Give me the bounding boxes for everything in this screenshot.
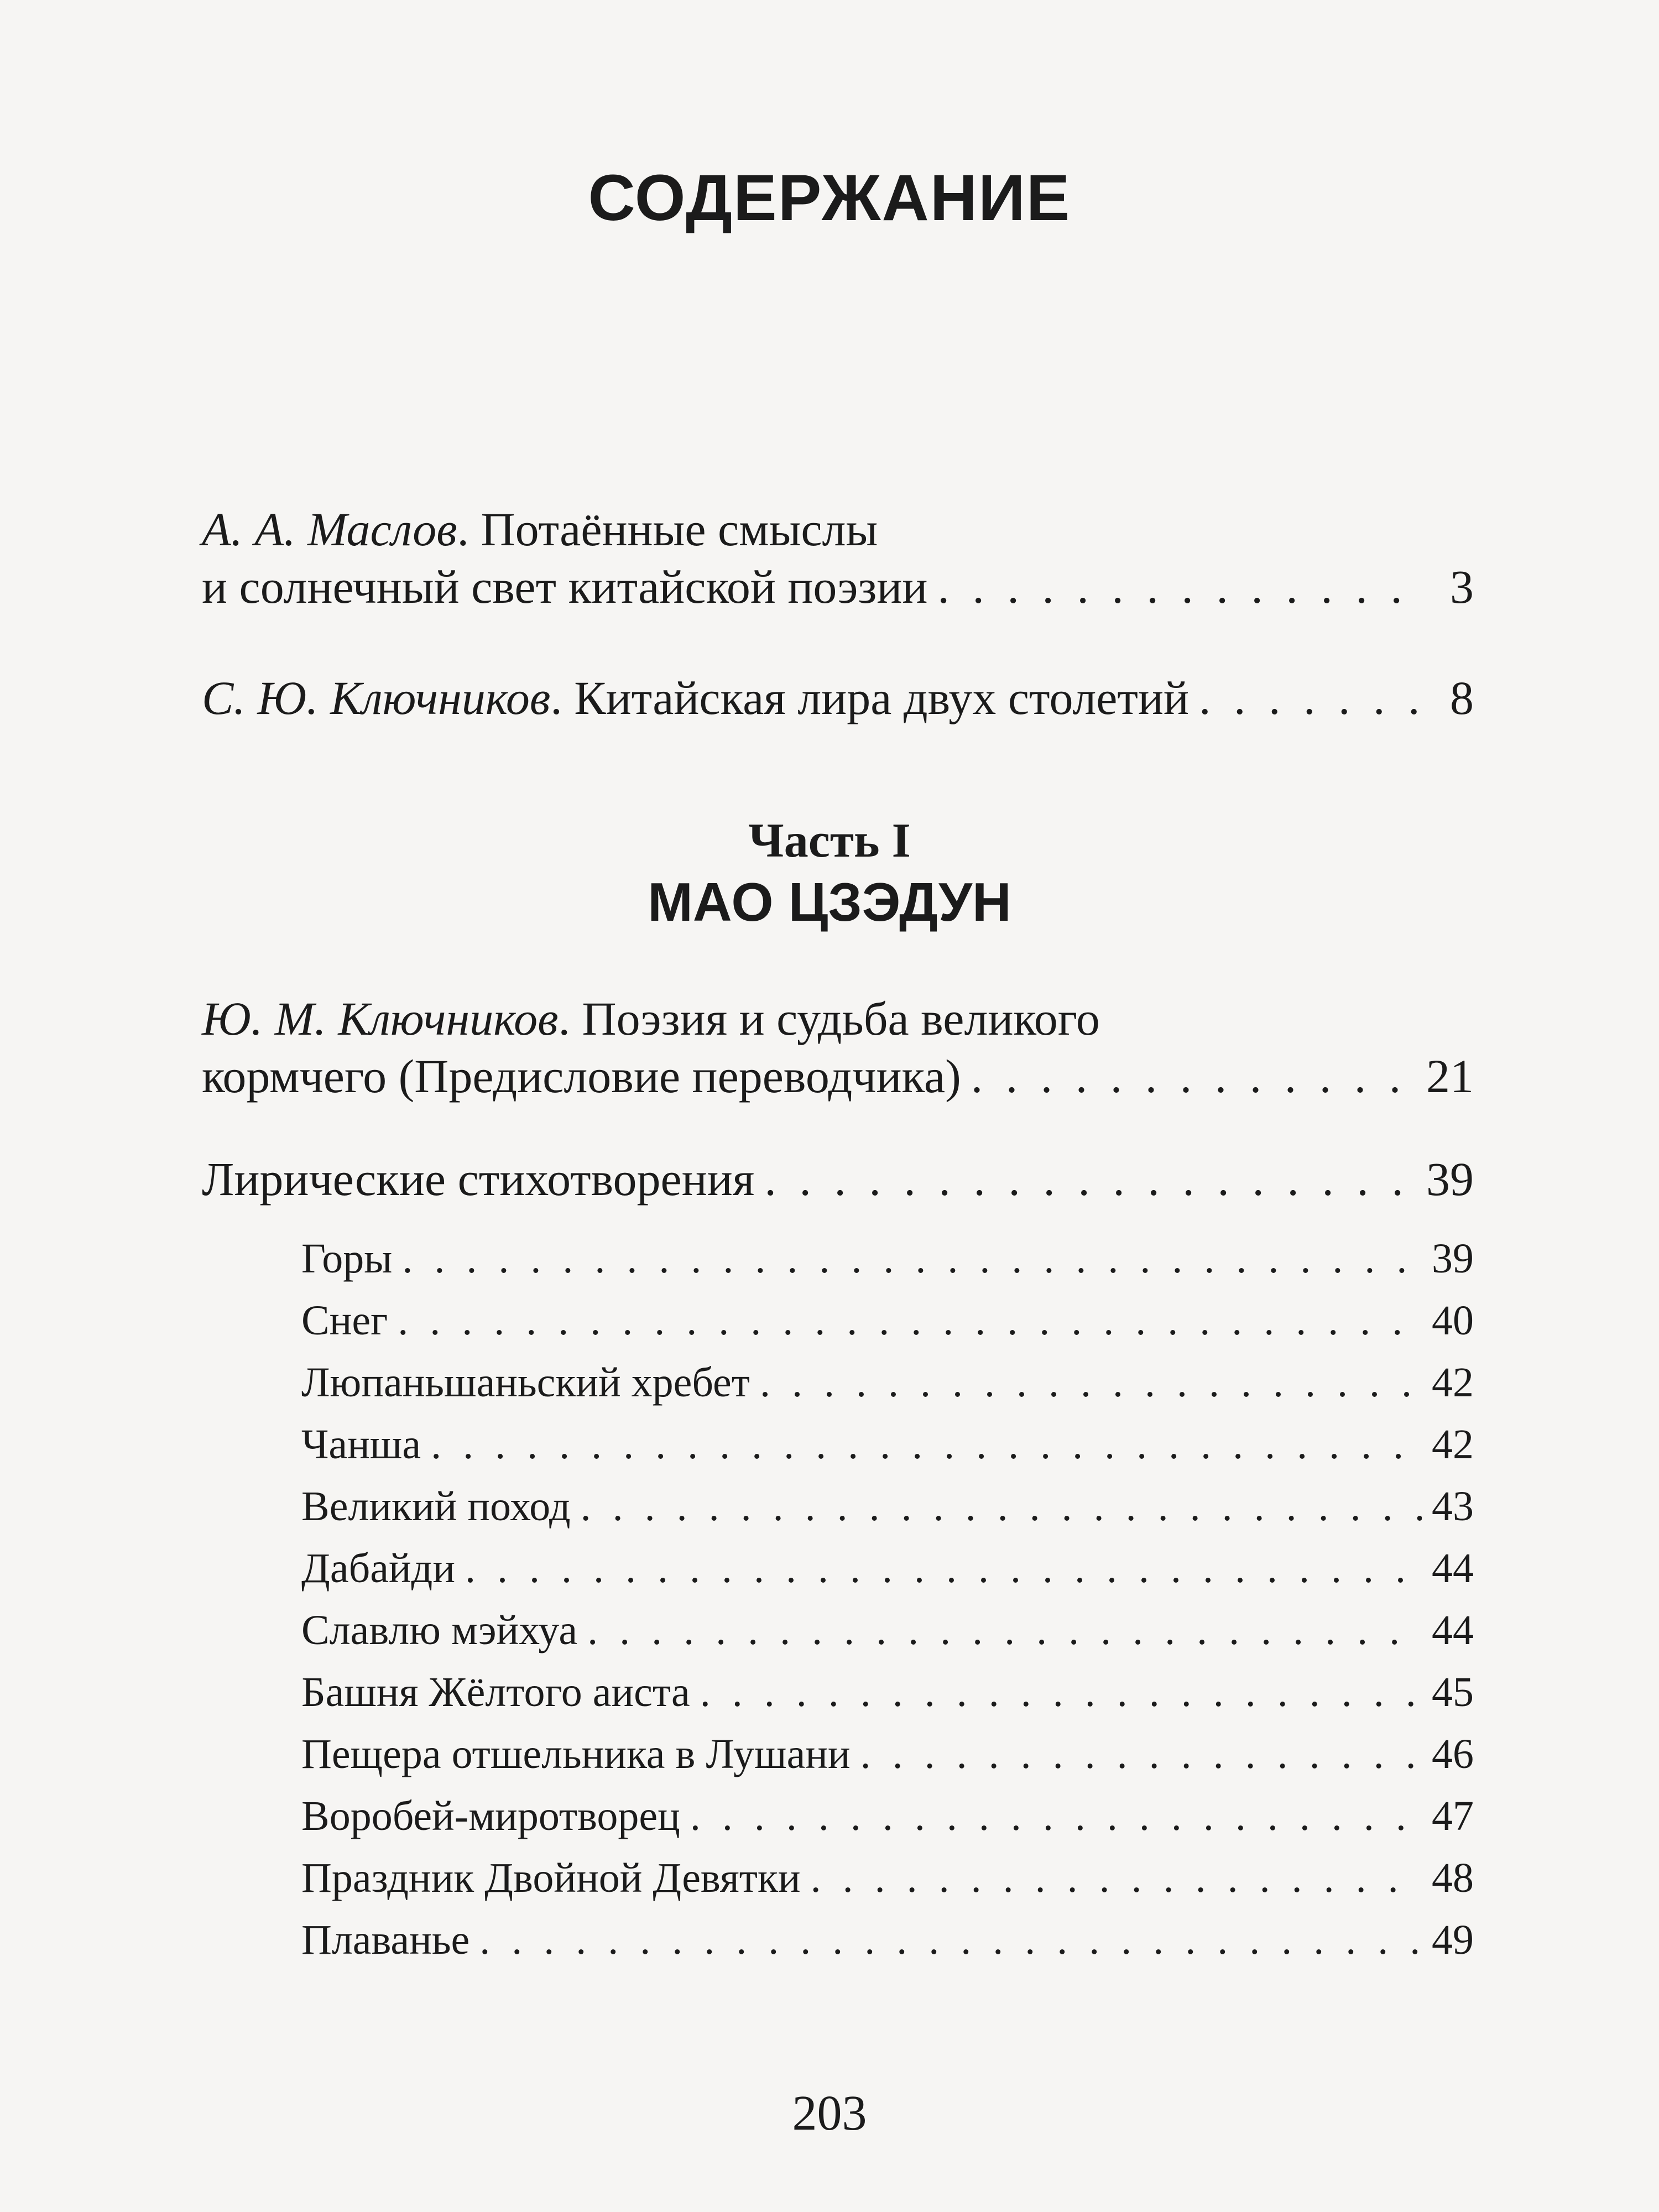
poem-page-number: 48 bbox=[1432, 1855, 1474, 1901]
poem-title: Великий поход bbox=[301, 1483, 571, 1530]
dot-leader bbox=[402, 1228, 1422, 1290]
part-name: МАО ЦЗЭДУН bbox=[648, 872, 1011, 932]
entry-page-number: 21 bbox=[1426, 1050, 1474, 1103]
list-item bbox=[301, 1847, 1474, 1909]
poem-page-number: 43 bbox=[1432, 1483, 1474, 1530]
poem-title: Чанша bbox=[301, 1421, 421, 1468]
list-item bbox=[301, 1723, 1474, 1785]
dot-leader bbox=[587, 1599, 1422, 1661]
list-item bbox=[301, 1661, 1474, 1723]
dot-leader bbox=[690, 1785, 1422, 1847]
poem-page-number: 39 bbox=[1432, 1235, 1474, 1282]
list-item bbox=[301, 1352, 1474, 1413]
dot-leader bbox=[760, 1352, 1422, 1413]
entry-page-number: 8 bbox=[1450, 671, 1474, 724]
toc-entry-line bbox=[202, 1047, 1474, 1105]
dot-leader bbox=[811, 1847, 1422, 1909]
entry-page-number: 39 bbox=[1426, 1152, 1474, 1206]
toc-entry-line bbox=[202, 669, 1474, 727]
entry-title: . Потаённые смыслы bbox=[457, 503, 878, 556]
section-title: Лирические стихотворения bbox=[202, 1152, 755, 1206]
toc-entry-line bbox=[202, 558, 1474, 615]
dot-leader bbox=[431, 1413, 1422, 1475]
entry-author: С. Ю. Ключников bbox=[202, 671, 551, 724]
poem-title: Башня Жёлтого аиста bbox=[301, 1669, 690, 1715]
page-title: СОДЕРЖАНИЕ bbox=[588, 161, 1071, 234]
poem-page-number: 42 bbox=[1432, 1359, 1474, 1406]
poem-page-number: 44 bbox=[1432, 1607, 1474, 1653]
dot-leader bbox=[860, 1723, 1422, 1785]
dot-leader bbox=[581, 1475, 1422, 1537]
poem-title: Снег bbox=[301, 1297, 388, 1344]
list-item bbox=[301, 1537, 1474, 1599]
toc-entry-preface bbox=[202, 990, 1474, 1105]
toc-entry-line bbox=[202, 500, 1474, 558]
toc-entry-klyuchnikov-s bbox=[202, 669, 1474, 727]
poem-page-number: 44 bbox=[1432, 1545, 1474, 1592]
poem-title: Славлю мэйхуа bbox=[301, 1607, 578, 1653]
entry-author: А. А. Маслов bbox=[202, 503, 457, 556]
poem-page-number: 40 bbox=[1432, 1297, 1474, 1344]
list-item bbox=[301, 1909, 1474, 1971]
dot-leader bbox=[1199, 669, 1425, 727]
page-number: 203 bbox=[792, 2086, 867, 2141]
poem-title: Праздник Двойной Девятки bbox=[301, 1855, 801, 1901]
poem-page-number: 47 bbox=[1432, 1793, 1474, 1839]
dot-leader bbox=[479, 1909, 1422, 1971]
list-item bbox=[301, 1785, 1474, 1847]
dot-leader bbox=[465, 1537, 1422, 1599]
entry-title-continued: и солнечный свет китайской поэзии bbox=[202, 560, 928, 613]
list-item bbox=[301, 1228, 1474, 1290]
poem-page-number: 42 bbox=[1432, 1421, 1474, 1468]
entry-title: . Поэзия и судьба великого bbox=[558, 992, 1100, 1045]
poem-title: Горы bbox=[301, 1235, 393, 1282]
entry-page-number: 3 bbox=[1450, 560, 1474, 613]
poem-list bbox=[301, 1228, 1474, 1971]
poem-title: Воробей-миротворец bbox=[301, 1793, 680, 1839]
list-item bbox=[301, 1413, 1474, 1475]
list-item bbox=[301, 1599, 1474, 1661]
toc-section-lyric-poems bbox=[202, 1150, 1474, 1208]
poem-page-number: 45 bbox=[1432, 1669, 1474, 1715]
part-label: Часть I bbox=[748, 814, 911, 868]
toc-entry-maslov bbox=[202, 500, 1474, 615]
entry-title: . Китайская лира двух столетий bbox=[550, 671, 1190, 724]
dot-leader bbox=[764, 1150, 1416, 1208]
dot-leader bbox=[937, 558, 1425, 615]
poem-title: Люпаньшаньский хребет bbox=[301, 1359, 750, 1406]
dot-leader bbox=[700, 1661, 1422, 1723]
poem-title: Плаванье bbox=[301, 1917, 470, 1963]
dot-leader bbox=[971, 1047, 1416, 1105]
poem-title: Пещера отшельника в Лушани bbox=[301, 1731, 851, 1777]
poem-page-number: 46 bbox=[1432, 1731, 1474, 1777]
toc-entry-line bbox=[202, 1150, 1474, 1208]
dot-leader bbox=[398, 1290, 1422, 1352]
entry-author: Ю. М. Ключников bbox=[202, 992, 559, 1045]
list-item bbox=[301, 1475, 1474, 1537]
entry-title-continued: кормчего (Предисловие переводчика) bbox=[202, 1050, 961, 1103]
poem-page-number: 49 bbox=[1432, 1917, 1474, 1963]
toc-entry-line bbox=[202, 990, 1474, 1047]
list-item bbox=[301, 1290, 1474, 1352]
poem-title: Дабайди bbox=[301, 1545, 455, 1592]
